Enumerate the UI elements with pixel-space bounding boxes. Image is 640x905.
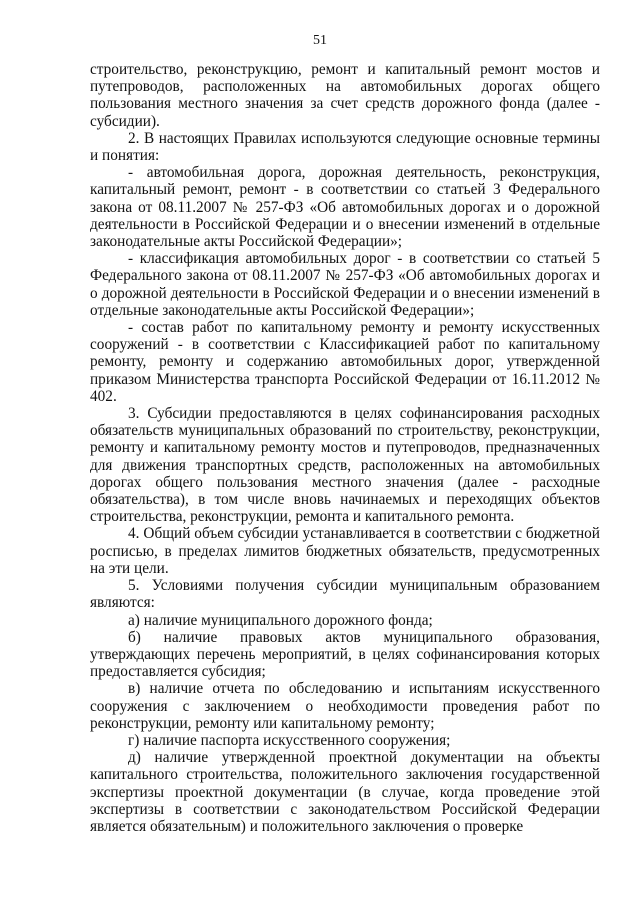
paragraph-subsidy-purpose-continued: строительство, реконструкцию, ремонт и капитальный ремонт мостов и путепроводов, расположенных на автомобильных дорогах общего пользования местного значения за счет средств дорожного фонда (далее - субсидии). [90,61,600,130]
condition-b: б) наличие правовых актов муниципального образования, утверждающих перечень мероприятий, в целях софинансирования которых предоставляется субсидия; [90,628,600,681]
condition-c: в) наличие отчета по обследованию и испытаниям искусственного сооружения с заключением о необходимости проведения работ по реконструкции, ремонту или капитальному ремонту; [90,680,600,732]
document-body [90,61,600,835]
paragraph-5-conditions: 5. Условиями получения субсидии муниципальным образованием являются: [90,577,600,612]
paragraph-2-terms: 2. В настоящих Правилах используются следующие основные термины и понятия: [90,129,600,165]
term-road-definition: - автомобильная дорога, дорожная деятельность, реконструкция, капитальный ремонт, ремонт - в соответствии со статьей 3 Федерального закона от 08.11.2007 № 257-ФЗ «Об автомобильных дорогах и о дорожной деятельности в Российской Федерации и о внесении изменений в отдельные законодательные акты Российской Федерации»; [90,164,600,251]
term-repair-works: - состав работ по капитальному ремонту и ремонту искусственных сооружений - в соответствии с Классификацией работ по капитальному ремонту, ремонту и содержанию автомобильных дорог, утвержденной приказом Министерства транспорта Российской Федерации от 16.11.2012 № 402. [90,319,600,405]
paragraph-3-purpose: 3. Субсидии предоставляются в целях софинансирования расходных обязательств муниципальных образований по строительству, реконструкции, ремонту и капитальному ремонту мостов и путепроводов, предназначенных для движения транспортных средств, расположенных на автомобильных дорогах общего пользования местного значения (далее - расходные обязательства), в том числе вновь начинаемых и переходящих объектов строительства, реконструкции, ремонта и капитального ремонта. [90,405,600,526]
condition-e: д) наличие утвержденной проектной документации на объекты капитального строительства, положительного заключения государственной экспертизы проектной документации (в случае, когда проведение этой экспертизы в соответствии с законодательством Российской Федерации является обязательным) и положительного заключения о проверке [90,749,600,835]
paragraph-4-volume: 4. Общий объем субсидии устанавливается в соответствии с бюджетной росписью, в пределах лимитов бюджетных обязательств, предусмотренных на эти цели. [90,525,600,577]
condition-a: а) наличие муниципального дорожного фонда; [128,611,433,629]
page-number: 51 [313,33,327,48]
term-road-classification: - классификация автомобильных дорог - в соответствии со статьей 5 Федерального закона от 08.11.2007 № 257-ФЗ «Об автомобильных дорогах и о дорожной деятельности в Российской Федерации и о внесении изменений в отдельные законодательные акты Российской Федерации»; [90,250,600,319]
condition-d: г) наличие паспорта искусственного сооружения; [128,731,451,749]
